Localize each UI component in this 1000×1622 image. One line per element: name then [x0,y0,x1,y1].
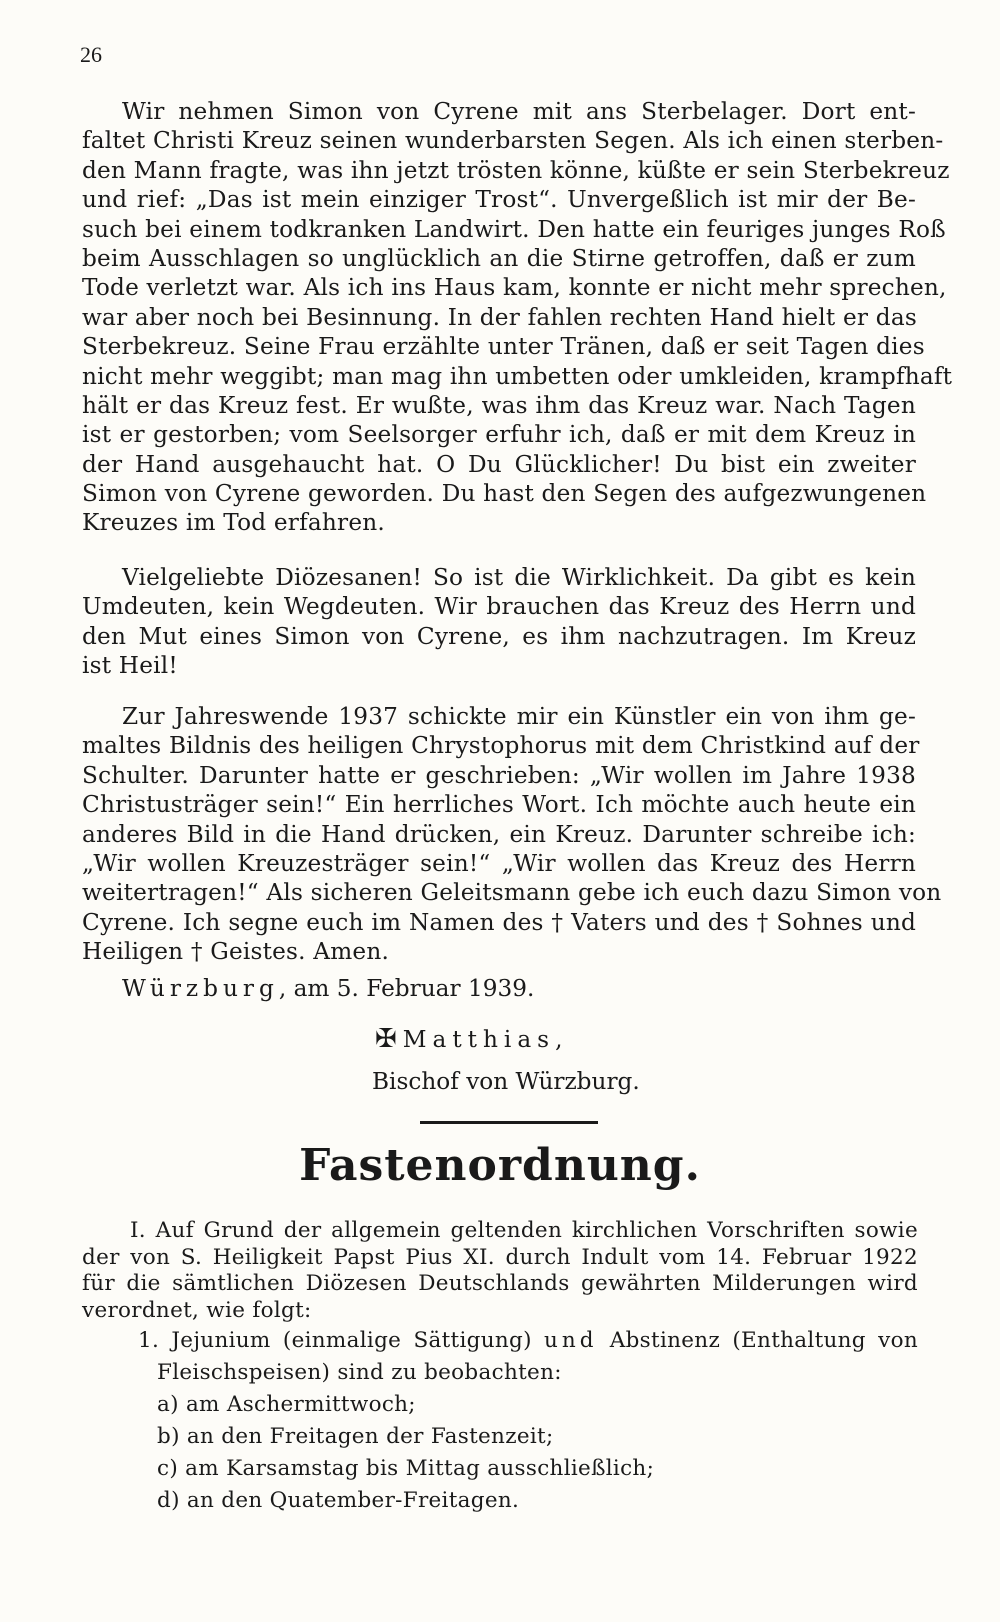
list-subitem: d) an den Quatember-Freitagen. [157,1488,520,1513]
text-line: weitertragen!“ Als sicheren Geleitsmann gebe ich euch dazu Simon von [82,879,942,907]
text-line: Wir nehmen Simon von Cyrene mit ans Sterbelager. Dort ent- [122,98,916,125]
text-line: Simon von Cyrene geworden. Du hast den Segen des aufgezwungenen [82,480,927,508]
page-number: 26 [80,42,102,67]
text-line: für die sämtlichen Diözesen Deutschlands gewährten Milderungen wird [82,1271,918,1296]
text-line: der Hand ausgehaucht hat. O Du Glücklicher! Du bist ein zweiter [82,450,916,478]
text-line: Cyrene. Ich segne euch im Namen des † Vaters und des † Sohnes und [82,908,916,936]
dateline [122,975,534,1002]
bishop-cross-icon: ✠ [375,1024,397,1054]
text-line: „Wir wollen Kreuzesträger sein!“ „Wir wollen das Kreuz des Herrn [82,849,916,877]
list-item: Fleischspeisen) sind zu beobachten: [157,1360,562,1385]
dateline-date: , am 5. Februar 1939. [278,975,535,1002]
text-line: Zur Jahreswende 1937 schickte mir ein Künstler ein von ihm ge- [122,703,916,730]
text-line: Kreuzes im Tod erfahren. [82,509,385,537]
list-subitem: a) am Aschermittwoch; [157,1392,416,1417]
signature-title: Bischof von Würzburg. [372,1068,640,1095]
text-line: beim Ausschlagen so unglücklich an die Stirne getroffen, daß er zum [82,244,916,272]
signature-name [375,1024,568,1054]
text-line: den Mann fragte, was ihn jetzt trösten könne, küßte er sein Sterbekreuz [82,156,950,184]
text-line: Schulter. Darunter hatte er geschrieben: „Wir wollen im Jahre 1938 [82,761,916,789]
text-line: such bei einem todkranken Landwirt. Den hatte ein feuriges junges Roß [82,215,946,243]
text-line: verordnet, wie folgt: [82,1297,312,1323]
text-line: den Mut eines Simon von Cyrene, es ihm nachzutragen. Im Kreuz [82,622,916,650]
text-line: faltet Christi Kreuz seinen wunderbarsten Segen. Als ich einen sterben- [82,127,944,155]
dateline-city: Würzburg [122,975,279,1002]
text-line: I. Auf Grund der allgemein geltenden kirchlichen Vorschriften sowie [130,1218,918,1243]
text-line: war aber noch bei Besinnung. In der fahlen rechten Hand hielt er das [82,303,917,331]
list-subitem: c) am Karsamstag bis Mittag ausschließlich; [157,1456,655,1481]
text-line: ist er gestorben; vom Seelsorger erfuhr ich, daß er mit dem Kreuz in [82,421,916,449]
text-line: Vielgeliebte Diözesanen! So ist die Wirklichkeit. Da gibt es kein [122,564,916,591]
text-line: Tode verletzt war. Als ich ins Haus kam, konnte er nicht mehr sprechen, [82,274,947,302]
text-line: ist Heil! [82,652,178,680]
text-line: hält er das Kreuz fest. Er wußte, was ihm das Kreuz war. Nach Tagen [82,391,916,419]
text-line: Sterbekreuz. Seine Frau erzählte unter Tränen, daß er seit Tagen dies [82,333,925,361]
fasten-intro [82,1218,918,1324]
text-line: Christusträger sein!“ Ein herrliches Wort. Ich möchte auch heute ein [82,791,916,819]
list-subitem: b) an den Freitagen der Fastenzeit; [157,1424,554,1449]
text-line: Umdeuten, kein Wegdeuten. Wir brauchen das Kreuz des Herrn und [82,593,916,621]
section-heading: Fastenordnung. [299,1140,701,1191]
fasten-list [82,1325,918,1517]
text-line: maltes Bildnis des heiligen Chrystophorus mit dem Christkind auf der [82,732,920,760]
text-line: anderes Bild in die Hand drücken, ein Kreuz. Darunter schreibe ich: [82,820,916,848]
text-line: nicht mehr weggibt; man mag ihn umbetten oder umkleiden, krampfhaft [82,362,953,390]
list-item: 1. Jejunium (einmalige Sättigung) und Abstinenz (Enthaltung von [138,1328,918,1353]
section-divider [420,1121,598,1124]
text-line: der von S. Heiligkeit Papst Pius XI. durch Indult vom 14. Februar 1922 [82,1244,918,1270]
paragraph-jahreswende [82,702,942,967]
signature-name-text: Matthias, [402,1026,569,1053]
paragraph-simon-deathbed [82,97,953,538]
paragraph-dioecesanen [82,563,916,681]
text-line: Heiligen † Geistes. Amen. [82,938,390,966]
text-line: und rief: „Das ist mein einziger Trost“. Unvergeßlich ist mir der Be- [82,186,916,214]
